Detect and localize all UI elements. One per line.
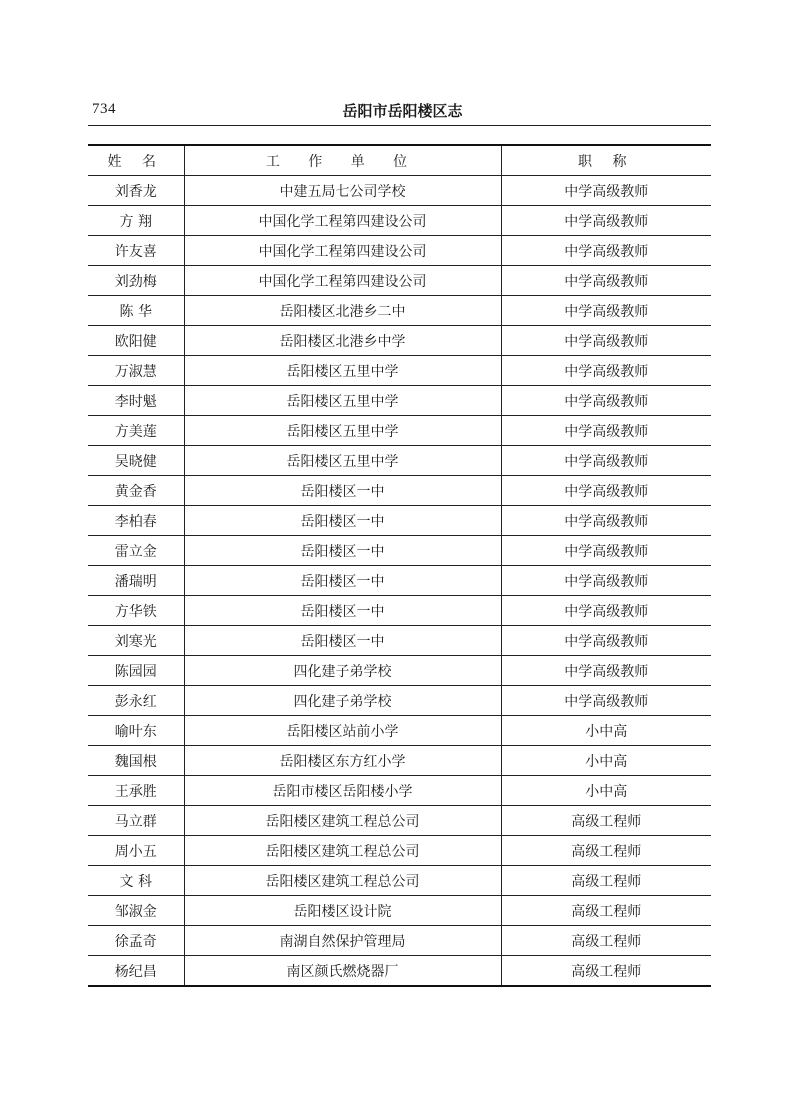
- cell-workplace: 岳阳楼区一中: [184, 626, 501, 656]
- cell-workplace: 中国化学工程第四建设公司: [184, 236, 501, 266]
- cell-name: 许友喜: [114, 243, 157, 260]
- cell-workplace: 岳阳楼区站前小学: [184, 716, 501, 746]
- cell-title: 中学高级教师: [501, 296, 711, 326]
- cell-name: 方美莲: [114, 423, 157, 440]
- cell-workplace: 中国化学工程第四建设公司: [184, 206, 501, 236]
- cell-title: 中学高级教师: [501, 656, 711, 686]
- cell-name: 马立群: [114, 813, 157, 830]
- cell-name: 徐孟奇: [114, 933, 157, 950]
- cell-title: 中学高级教师: [501, 326, 711, 356]
- cell-workplace: 岳阳楼区一中: [184, 536, 501, 566]
- cell-workplace: 四化建子弟学校: [184, 686, 501, 716]
- cell-title: 高级工程师: [501, 926, 711, 956]
- cell-name: 吴晓健: [114, 453, 157, 470]
- table-row: [88, 896, 711, 926]
- table-row: [88, 386, 711, 416]
- cell-title: 中学高级教师: [501, 686, 711, 716]
- table-row: [88, 206, 711, 236]
- table-row: [88, 506, 711, 536]
- staff-table-wrapper: [88, 144, 711, 987]
- cell-title: 中学高级教师: [501, 506, 711, 536]
- cell-title: 高级工程师: [501, 836, 711, 866]
- cell-title: 中学高级教师: [501, 386, 711, 416]
- staff-table: [88, 144, 711, 987]
- cell-title: 小中高: [501, 716, 711, 746]
- cell-title: 中学高级教师: [501, 446, 711, 476]
- cell-title: 高级工程师: [501, 956, 711, 987]
- cell-workplace: 岳阳楼区一中: [184, 506, 501, 536]
- cell-name: 李时魁: [114, 393, 157, 410]
- table-row: [88, 656, 711, 686]
- table-row: [88, 536, 711, 566]
- cell-name: 周小五: [114, 843, 157, 860]
- cell-workplace: 岳阳楼区五里中学: [184, 416, 501, 446]
- table-row: [88, 356, 711, 386]
- table-row: [88, 416, 711, 446]
- cell-title: 中学高级教师: [501, 476, 711, 506]
- cell-title: 中学高级教师: [501, 236, 711, 266]
- cell-title: 高级工程师: [501, 866, 711, 896]
- cell-name: 彭永红: [114, 693, 157, 710]
- cell-workplace: 岳阳楼区五里中学: [184, 386, 501, 416]
- table-row: [88, 596, 711, 626]
- table-row: [88, 446, 711, 476]
- table-row: [88, 566, 711, 596]
- column-header-name: 姓 名: [107, 153, 164, 170]
- cell-name: 文 科: [119, 873, 152, 890]
- table-row: [88, 686, 711, 716]
- table-row: [88, 296, 711, 326]
- cell-name: 万淑慧: [114, 363, 157, 380]
- cell-workplace: 岳阳市楼区岳阳楼小学: [184, 776, 501, 806]
- cell-name: 邹淑金: [114, 903, 157, 920]
- cell-name: 黄金香: [114, 483, 157, 500]
- cell-title: 小中高: [501, 776, 711, 806]
- cell-title: 中学高级教师: [501, 356, 711, 386]
- cell-workplace: 岳阳楼区设计院: [184, 896, 501, 926]
- table-row: [88, 866, 711, 896]
- cell-name: 刘劲梅: [114, 273, 157, 290]
- cell-title: 中学高级教师: [501, 206, 711, 236]
- cell-workplace: 岳阳楼区建筑工程总公司: [184, 806, 501, 836]
- cell-workplace: 岳阳楼区建筑工程总公司: [184, 866, 501, 896]
- cell-workplace: 岳阳楼区一中: [184, 476, 501, 506]
- table-body: [88, 176, 711, 987]
- cell-name: 方 翔: [119, 213, 152, 230]
- column-header-workplace: 工 作 单 位: [184, 145, 501, 176]
- cell-workplace: 中国化学工程第四建设公司: [184, 266, 501, 296]
- table-row: [88, 776, 711, 806]
- cell-name: 李柏春: [114, 513, 157, 530]
- cell-name: 陈 华: [119, 303, 152, 320]
- running-title: 岳阳市岳阳楼区志: [342, 102, 463, 120]
- cell-name: 魏国根: [114, 753, 157, 770]
- cell-title: 中学高级教师: [501, 266, 711, 296]
- cell-title: 小中高: [501, 746, 711, 776]
- cell-workplace: 岳阳楼区北港乡二中: [184, 296, 501, 326]
- table-row: [88, 806, 711, 836]
- cell-workplace: 岳阳楼区北港乡中学: [184, 326, 501, 356]
- table-row: [88, 236, 711, 266]
- cell-workplace: 岳阳楼区一中: [184, 566, 501, 596]
- cell-workplace: 岳阳楼区建筑工程总公司: [184, 836, 501, 866]
- table-row: [88, 746, 711, 776]
- table-row: [88, 956, 711, 987]
- cell-workplace: 中建五局七公司学校: [184, 176, 501, 206]
- cell-title: 中学高级教师: [501, 536, 711, 566]
- cell-workplace: 四化建子弟学校: [184, 656, 501, 686]
- cell-title: 高级工程师: [501, 806, 711, 836]
- cell-workplace: 岳阳楼区一中: [184, 596, 501, 626]
- table-row: [88, 266, 711, 296]
- cell-title: 高级工程师: [501, 896, 711, 926]
- cell-title: 中学高级教师: [501, 416, 711, 446]
- cell-name: 陈园园: [114, 663, 157, 680]
- header-rule: [88, 125, 711, 126]
- table-header-row: [88, 145, 711, 176]
- cell-name: 刘香龙: [114, 183, 157, 200]
- cell-name: 雷立金: [114, 543, 157, 560]
- cell-workplace: 岳阳楼区东方红小学: [184, 746, 501, 776]
- cell-workplace: 南湖自然保护管理局: [184, 926, 501, 956]
- cell-name: 王承胜: [114, 783, 157, 800]
- cell-workplace: 岳阳楼区五里中学: [184, 446, 501, 476]
- cell-workplace: 岳阳楼区五里中学: [184, 356, 501, 386]
- table-row: [88, 836, 711, 866]
- cell-name: 方华铁: [114, 603, 157, 620]
- table-row: [88, 716, 711, 746]
- table-row: [88, 176, 711, 206]
- table-row: [88, 326, 711, 356]
- cell-name: 杨纪昌: [114, 963, 157, 980]
- table-row: [88, 926, 711, 956]
- page-number: 734: [92, 101, 116, 117]
- table-row: [88, 476, 711, 506]
- cell-workplace: 南区颜氏燃烧器厂: [184, 956, 501, 987]
- cell-title: 中学高级教师: [501, 566, 711, 596]
- cell-name: 刘寒光: [114, 633, 157, 650]
- cell-title: 中学高级教师: [501, 596, 711, 626]
- cell-name: 潘瑞明: [114, 573, 157, 590]
- cell-name: 喻叶东: [114, 723, 157, 740]
- cell-title: 中学高级教师: [501, 626, 711, 656]
- cell-name: 欧阳健: [114, 333, 157, 350]
- table-row: [88, 626, 711, 656]
- column-header-title: 职 称: [501, 145, 711, 176]
- cell-title: 中学高级教师: [501, 176, 711, 206]
